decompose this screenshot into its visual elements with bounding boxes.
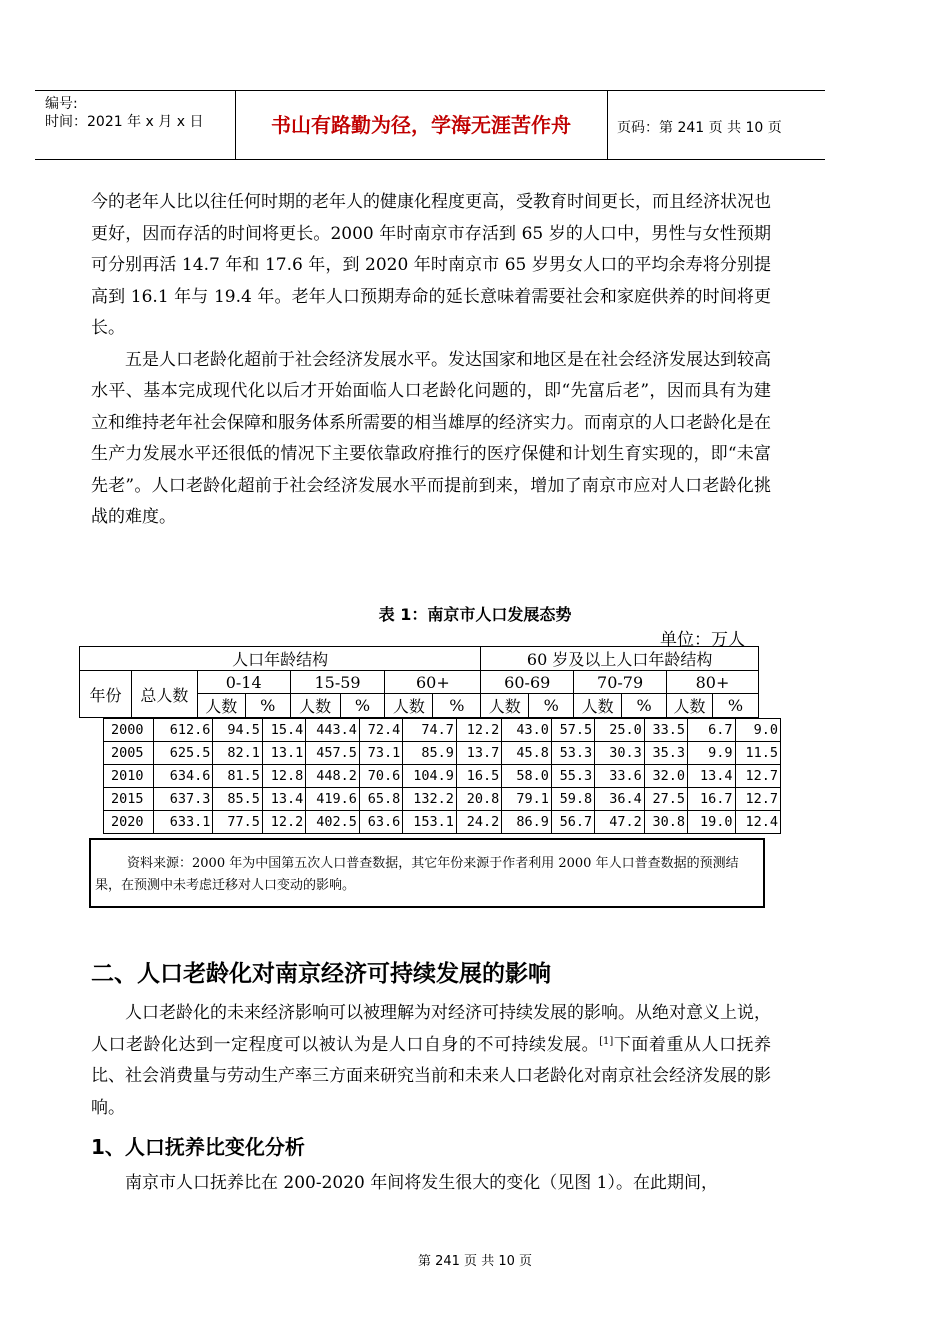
table-cell: 57.5 xyxy=(551,719,594,742)
table-caption: 表 1：南京市人口发展态势 xyxy=(378,605,572,624)
paragraph-1: 今的老年人比以往任何时期的老年人的健康化程度更高，受教育时间更长，而且经济状况也更好，因而存活的时间将更长。2000 年时南京市存活到 65 岁的人口中，男性与女性预期可分别再活 14.7 年和 17.6 年，到 2020 年时南京市 65 岁男女人口的平均余寿将分别提高到 16.1 年与 19.4 年。老年人口预期寿命的延长意味着需要社会和家庭供养的时间将更长。 xyxy=(91,192,771,338)
group-age-structure: 人口年龄结构 xyxy=(80,647,481,671)
table-cell: 59.8 xyxy=(551,788,594,811)
table-cell: 65.8 xyxy=(359,788,402,811)
table-cell: 12.7 xyxy=(735,788,780,811)
table-cell: 45.8 xyxy=(502,742,552,765)
table-cell: 36.4 xyxy=(595,788,645,811)
page-header xyxy=(35,90,825,160)
table-cell: 104.9 xyxy=(403,765,457,788)
paragraph-2: 五是人口老龄化超前于社会经济发展水平。发达国家和地区是在社会经济发展达到较高水平、基本完成现代化以后才开始面临人口老龄化问题的，即“先富后老”，因而具有为建立和维持老年社会保障和服务体系所需要的相当雄厚的经济实力。而南京的人口老龄化是在生产力发展水平还很低的情况下主要依靠政府推行的医疗保健和计划生育实现的，即“未富先老”。人口老龄化超前于社会经济发展水平而提前到来，增加了南京市应对人口老龄化挑战的难度。 xyxy=(91,349,771,527)
table-source-note xyxy=(89,838,765,908)
table-cell: 30.8 xyxy=(644,811,687,834)
table-cell: 73.1 xyxy=(359,742,402,765)
table-cell: 625.5 xyxy=(153,742,213,765)
body-text-subsection1 xyxy=(91,1168,771,1200)
table-cell: 35.3 xyxy=(644,742,687,765)
count-header: 人数 xyxy=(667,694,713,718)
table-cell: 94.5 xyxy=(213,719,263,742)
time-label: 时间：2021 年 x 月 x 日 xyxy=(45,114,204,130)
count-header: 人数 xyxy=(574,694,622,718)
table-cell: 9.9 xyxy=(688,742,735,765)
table-cell: 81.5 xyxy=(213,765,263,788)
table-cell: 33.6 xyxy=(595,765,645,788)
table-cell: 20.8 xyxy=(456,788,501,811)
table-cell: 85.9 xyxy=(403,742,457,765)
page-footer: 第 241 页 共 10 页 xyxy=(417,1254,533,1269)
count-header: 人数 xyxy=(481,694,529,718)
table-cell: 13.4 xyxy=(688,765,735,788)
table-cell: 47.2 xyxy=(595,811,645,834)
pct-header: % xyxy=(712,694,758,718)
table-cell: 612.6 xyxy=(153,719,213,742)
table-cell: 74.7 xyxy=(403,719,457,742)
table-cell: 448.2 xyxy=(306,765,360,788)
table-cell: 419.6 xyxy=(306,788,360,811)
count-header: 人数 xyxy=(197,694,245,718)
table-cell: 30.3 xyxy=(595,742,645,765)
pct-header: % xyxy=(433,694,481,718)
citation-ref[interactable]: [1] xyxy=(599,1035,614,1047)
table-cell: 77.5 xyxy=(213,811,263,834)
pct-header: % xyxy=(529,694,574,718)
table-cell: 132.2 xyxy=(403,788,457,811)
table-row xyxy=(104,719,781,742)
table-cell: 15.4 xyxy=(262,719,305,742)
section-2-title: 二、人口老龄化对南京经济可持续发展的影响 xyxy=(91,961,551,987)
age-group-0-14: 0-14 xyxy=(197,671,290,694)
body-text-top xyxy=(91,187,771,534)
table-header xyxy=(79,646,759,718)
table-cell: 27.5 xyxy=(644,788,687,811)
table-cell: 43.0 xyxy=(502,719,552,742)
table-cell: 72.4 xyxy=(359,719,402,742)
table-cell: 79.1 xyxy=(502,788,552,811)
table-cell: 53.3 xyxy=(551,742,594,765)
table-unit: 单位：万人 xyxy=(660,630,745,650)
table-cell: 12.2 xyxy=(262,811,305,834)
year-header: 年份 xyxy=(80,671,132,718)
table-row xyxy=(104,765,781,788)
paragraph-3-a: 人口老龄化的未来经济影响可以被理解为对经济可持续发展的影响。从绝对意义上说，人口老龄化达到一定程度可以被认为是人口自身的不可持续发展。 xyxy=(91,1003,771,1055)
number-label: 编号: xyxy=(45,96,78,112)
paragraph-4: 南京市人口抚养比在 200-2020 年间将发生很大的变化（见图 1）。在此期间， xyxy=(125,1173,718,1193)
table-cell: 12.8 xyxy=(262,765,305,788)
total-header: 总人数 xyxy=(131,671,197,718)
subsection-1-title: 1、人口抚养比变化分析 xyxy=(91,1135,305,1159)
age-group-80plus: 80+ xyxy=(667,671,759,694)
age-group-60plus: 60+ xyxy=(385,671,481,694)
table-cell: 12.4 xyxy=(735,811,780,834)
count-header: 人数 xyxy=(385,694,433,718)
table-cell: 16.7 xyxy=(688,788,735,811)
table-cell-year: 2000 xyxy=(104,719,154,742)
table-row xyxy=(104,811,781,834)
table-cell-year: 2015 xyxy=(104,788,154,811)
table-cell: 153.1 xyxy=(403,811,457,834)
table-cell: 33.5 xyxy=(644,719,687,742)
table-row xyxy=(104,788,781,811)
table-cell: 70.6 xyxy=(359,765,402,788)
table-cell: 634.6 xyxy=(153,765,213,788)
table-cell: 13.4 xyxy=(262,788,305,811)
age-group-15-59: 15-59 xyxy=(290,671,385,694)
pct-header: % xyxy=(245,694,290,718)
table-cell: 13.7 xyxy=(456,742,501,765)
table-cell: 457.5 xyxy=(306,742,360,765)
table-cell: 12.7 xyxy=(735,765,780,788)
header-motto: 书山有路勤为径，学海无涯苦作舟 xyxy=(235,91,608,159)
table-cell: 58.0 xyxy=(502,765,552,788)
paragraph-3-b: 下面着重从人口抚养比、社会消费量与劳动生产率三方面来研究当前和未来人口老龄化对南京社会经济发展的影响。 xyxy=(91,1034,772,1118)
table-cell: 443.4 xyxy=(306,719,360,742)
count-header: 人数 xyxy=(290,694,340,718)
age-group-70-79: 70-79 xyxy=(574,671,667,694)
table-cell: 32.0 xyxy=(644,765,687,788)
table-cell: 637.3 xyxy=(153,788,213,811)
table-row xyxy=(104,742,781,765)
header-page-label: 页码：第 241 页 共 10 页 xyxy=(617,120,782,136)
body-text-section2 xyxy=(91,998,771,1124)
group-elderly-structure: 60 岁及以上人口年龄结构 xyxy=(481,647,759,671)
table-cell: 6.7 xyxy=(688,719,735,742)
table-cell: 82.1 xyxy=(213,742,263,765)
pct-header: % xyxy=(340,694,385,718)
table-cell: 9.0 xyxy=(735,719,780,742)
source-note-text: 资料来源：2000 年为中国第五次人口普查数据，其它年份来源于作者利用 2000 年人口普查数据的预测结果，在预测中未考虑迁移对人口变动的影响。 xyxy=(95,856,739,893)
table-cell: 12.2 xyxy=(456,719,501,742)
age-group-60-69: 60-69 xyxy=(481,671,574,694)
header-meta xyxy=(35,91,236,159)
paragraph-3 xyxy=(91,998,771,1124)
pct-header: % xyxy=(622,694,667,718)
table-cell: 63.6 xyxy=(359,811,402,834)
table-cell: 86.9 xyxy=(502,811,552,834)
table-cell-year: 2020 xyxy=(104,811,154,834)
table-cell: 19.0 xyxy=(688,811,735,834)
table-cell: 11.5 xyxy=(735,742,780,765)
table-body xyxy=(103,718,781,834)
table-cell: 56.7 xyxy=(551,811,594,834)
table-cell: 633.1 xyxy=(153,811,213,834)
table-cell: 16.5 xyxy=(456,765,501,788)
table-cell: 85.5 xyxy=(213,788,263,811)
table-cell: 24.2 xyxy=(456,811,501,834)
table-cell: 402.5 xyxy=(306,811,360,834)
table-cell: 55.3 xyxy=(551,765,594,788)
table-cell: 25.0 xyxy=(595,719,645,742)
table-cell-year: 2005 xyxy=(104,742,154,765)
table-cell-year: 2010 xyxy=(104,765,154,788)
table-cell: 13.1 xyxy=(262,742,305,765)
